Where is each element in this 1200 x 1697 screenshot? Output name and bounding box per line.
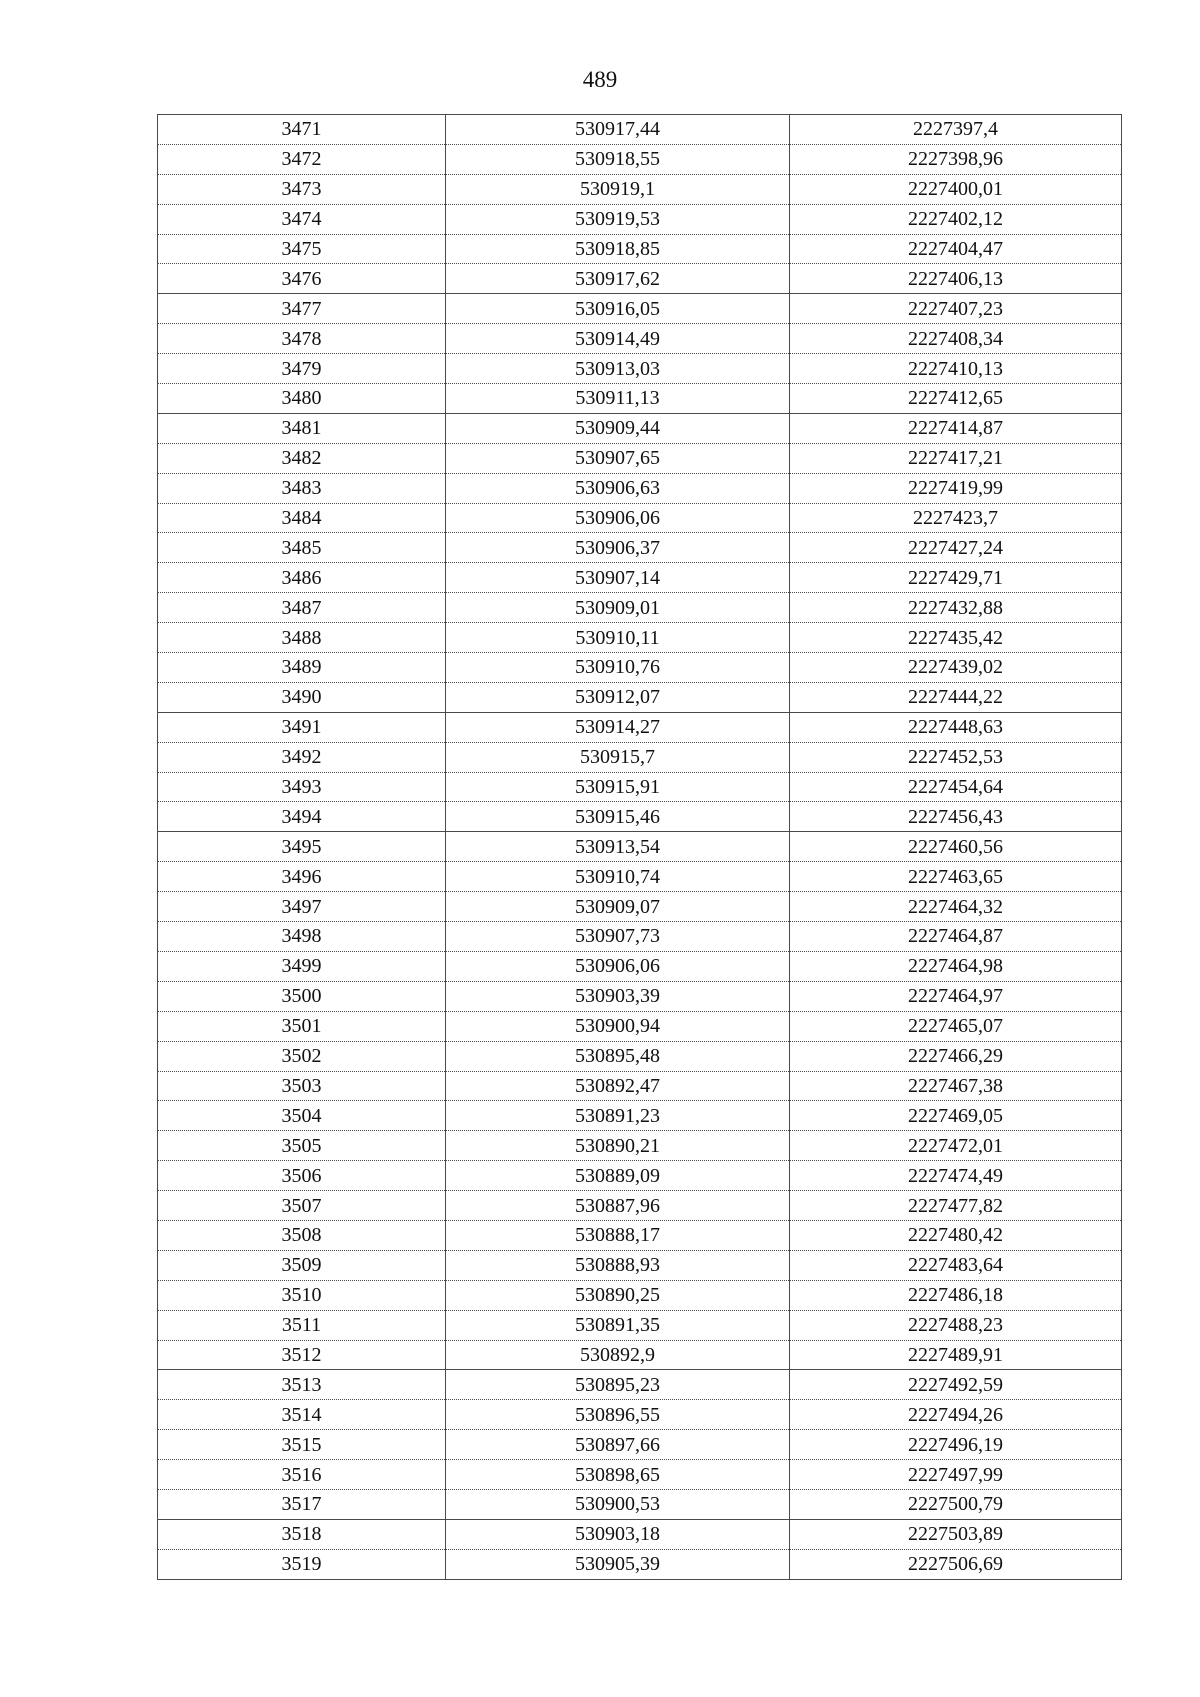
point-number-cell: 3485 — [158, 533, 446, 563]
point-number-cell: 3480 — [158, 384, 446, 414]
x-coordinate-cell: 530909,01 — [446, 593, 790, 623]
x-coordinate-cell: 530918,55 — [446, 144, 790, 174]
table-row — [158, 981, 1122, 1011]
point-number-cell: 3476 — [158, 264, 446, 294]
y-coordinate-cell: 2227432,88 — [790, 593, 1122, 623]
table-row — [158, 653, 1122, 683]
point-number-cell: 3475 — [158, 234, 446, 264]
x-coordinate-cell: 530914,27 — [446, 712, 790, 742]
table-row — [158, 712, 1122, 742]
point-number-cell: 3489 — [158, 653, 446, 683]
y-coordinate-cell: 2227486,18 — [790, 1280, 1122, 1310]
x-coordinate-cell: 530919,53 — [446, 204, 790, 234]
page-number: 489 — [582, 67, 618, 92]
point-number-cell: 3514 — [158, 1400, 446, 1430]
point-number-cell: 3495 — [158, 832, 446, 862]
x-coordinate-cell: 530892,47 — [446, 1071, 790, 1101]
point-number-cell: 3510 — [158, 1280, 446, 1310]
point-number-cell: 3494 — [158, 802, 446, 832]
point-number-cell: 3512 — [158, 1340, 446, 1370]
y-coordinate-cell: 2227464,87 — [790, 922, 1122, 952]
x-coordinate-cell: 530889,09 — [446, 1161, 790, 1191]
point-number-cell: 3473 — [158, 174, 446, 204]
x-coordinate-cell: 530906,06 — [446, 503, 790, 533]
y-coordinate-cell: 2227488,23 — [790, 1310, 1122, 1340]
x-coordinate-cell: 530890,25 — [446, 1280, 790, 1310]
y-coordinate-cell: 2227404,47 — [790, 234, 1122, 264]
x-coordinate-cell: 530910,74 — [446, 862, 790, 892]
x-coordinate-cell: 530898,65 — [446, 1460, 790, 1490]
x-coordinate-cell: 530906,37 — [446, 533, 790, 563]
y-coordinate-cell: 2227464,97 — [790, 981, 1122, 1011]
y-coordinate-cell: 2227402,12 — [790, 204, 1122, 234]
y-coordinate-cell: 2227460,56 — [790, 832, 1122, 862]
table-row — [158, 473, 1122, 503]
table-row — [158, 174, 1122, 204]
table-row — [158, 144, 1122, 174]
y-coordinate-cell: 2227417,21 — [790, 443, 1122, 473]
x-coordinate-cell: 530903,18 — [446, 1519, 790, 1549]
point-number-cell: 3474 — [158, 204, 446, 234]
point-number-cell: 3496 — [158, 862, 446, 892]
y-coordinate-cell: 2227472,01 — [790, 1131, 1122, 1161]
table-row — [158, 802, 1122, 832]
point-number-cell: 3478 — [158, 324, 446, 354]
y-coordinate-cell: 2227408,34 — [790, 324, 1122, 354]
table-row — [158, 832, 1122, 862]
table-row — [158, 1280, 1122, 1310]
point-number-cell: 3508 — [158, 1220, 446, 1250]
point-number-cell: 3488 — [158, 623, 446, 653]
table-row — [158, 324, 1122, 354]
table-row — [158, 234, 1122, 264]
y-coordinate-cell: 2227427,24 — [790, 533, 1122, 563]
point-number-cell: 3477 — [158, 294, 446, 324]
x-coordinate-cell: 530917,44 — [446, 115, 790, 145]
table-row — [158, 1250, 1122, 1280]
y-coordinate-cell: 2227452,53 — [790, 742, 1122, 772]
point-number-cell: 3484 — [158, 503, 446, 533]
table-row — [158, 354, 1122, 384]
point-number-cell: 3482 — [158, 443, 446, 473]
table-row — [158, 264, 1122, 294]
x-coordinate-cell: 530888,93 — [446, 1250, 790, 1280]
y-coordinate-cell: 2227406,13 — [790, 264, 1122, 294]
y-coordinate-cell: 2227456,43 — [790, 802, 1122, 832]
table-row — [158, 922, 1122, 952]
x-coordinate-cell: 530910,76 — [446, 653, 790, 683]
table-row — [158, 1430, 1122, 1460]
point-number-cell: 3487 — [158, 593, 446, 623]
table-row — [158, 1310, 1122, 1340]
x-coordinate-cell: 530897,66 — [446, 1430, 790, 1460]
table-row — [158, 623, 1122, 653]
table-row — [158, 1460, 1122, 1490]
point-number-cell: 3481 — [158, 413, 446, 443]
y-coordinate-cell: 2227414,87 — [790, 413, 1122, 443]
y-coordinate-cell: 2227412,65 — [790, 384, 1122, 414]
y-coordinate-cell: 2227492,59 — [790, 1370, 1122, 1400]
table-row — [158, 1191, 1122, 1221]
y-coordinate-cell: 2227397,4 — [790, 115, 1122, 145]
table-row — [158, 1549, 1122, 1579]
point-number-cell: 3500 — [158, 981, 446, 1011]
coordinates-table — [157, 114, 1122, 1580]
y-coordinate-cell: 2227423,7 — [790, 503, 1122, 533]
table-row — [158, 115, 1122, 145]
x-coordinate-cell: 530896,55 — [446, 1400, 790, 1430]
y-coordinate-cell: 2227477,82 — [790, 1191, 1122, 1221]
table-row — [158, 772, 1122, 802]
x-coordinate-cell: 530895,23 — [446, 1370, 790, 1400]
point-number-cell: 3471 — [158, 115, 446, 145]
y-coordinate-cell: 2227466,29 — [790, 1041, 1122, 1071]
table-row — [158, 1400, 1122, 1430]
x-coordinate-cell: 530907,65 — [446, 443, 790, 473]
table-row — [158, 294, 1122, 324]
x-coordinate-cell: 530913,03 — [446, 354, 790, 384]
point-number-cell: 3493 — [158, 772, 446, 802]
x-coordinate-cell: 530918,85 — [446, 234, 790, 264]
point-number-cell: 3499 — [158, 951, 446, 981]
x-coordinate-cell: 530919,1 — [446, 174, 790, 204]
table-row — [158, 204, 1122, 234]
y-coordinate-cell: 2227439,02 — [790, 653, 1122, 683]
table-row — [158, 892, 1122, 922]
x-coordinate-cell: 530909,44 — [446, 413, 790, 443]
point-number-cell: 3483 — [158, 473, 446, 503]
table-row — [158, 1161, 1122, 1191]
point-number-cell: 3516 — [158, 1460, 446, 1490]
x-coordinate-cell: 530910,11 — [446, 623, 790, 653]
table-row — [158, 1071, 1122, 1101]
y-coordinate-cell: 2227464,32 — [790, 892, 1122, 922]
point-number-cell: 3504 — [158, 1101, 446, 1131]
table-row — [158, 413, 1122, 443]
x-coordinate-cell: 530888,17 — [446, 1220, 790, 1250]
point-number-cell: 3497 — [158, 892, 446, 922]
y-coordinate-cell: 2227464,98 — [790, 951, 1122, 981]
table-row — [158, 951, 1122, 981]
point-number-cell: 3509 — [158, 1250, 446, 1280]
x-coordinate-cell: 530906,06 — [446, 951, 790, 981]
table-row — [158, 1011, 1122, 1041]
table-row — [158, 1131, 1122, 1161]
point-number-cell: 3472 — [158, 144, 446, 174]
point-number-cell: 3503 — [158, 1071, 446, 1101]
y-coordinate-cell: 2227489,91 — [790, 1340, 1122, 1370]
coordinates-table-body — [158, 115, 1122, 1580]
y-coordinate-cell: 2227469,05 — [790, 1101, 1122, 1131]
x-coordinate-cell: 530911,13 — [446, 384, 790, 414]
y-coordinate-cell: 2227467,38 — [790, 1071, 1122, 1101]
x-coordinate-cell: 530890,21 — [446, 1131, 790, 1161]
point-number-cell: 3513 — [158, 1370, 446, 1400]
x-coordinate-cell: 530892,9 — [446, 1340, 790, 1370]
y-coordinate-cell: 2227444,22 — [790, 682, 1122, 712]
point-number-cell: 3498 — [158, 922, 446, 952]
table-row — [158, 1041, 1122, 1071]
table-row — [158, 1489, 1122, 1519]
y-coordinate-cell: 2227435,42 — [790, 623, 1122, 653]
x-coordinate-cell: 530895,48 — [446, 1041, 790, 1071]
y-coordinate-cell: 2227500,79 — [790, 1489, 1122, 1519]
x-coordinate-cell: 530907,14 — [446, 563, 790, 593]
y-coordinate-cell: 2227465,07 — [790, 1011, 1122, 1041]
x-coordinate-cell: 530916,05 — [446, 294, 790, 324]
point-number-cell: 3505 — [158, 1131, 446, 1161]
table-row — [158, 443, 1122, 473]
y-coordinate-cell: 2227410,13 — [790, 354, 1122, 384]
point-number-cell: 3517 — [158, 1489, 446, 1519]
point-number-cell: 3515 — [158, 1430, 446, 1460]
table-row — [158, 742, 1122, 772]
x-coordinate-cell: 530891,35 — [446, 1310, 790, 1340]
y-coordinate-cell: 2227400,01 — [790, 174, 1122, 204]
x-coordinate-cell: 530915,7 — [446, 742, 790, 772]
x-coordinate-cell: 530915,46 — [446, 802, 790, 832]
y-coordinate-cell: 2227463,65 — [790, 862, 1122, 892]
y-coordinate-cell: 2227496,19 — [790, 1430, 1122, 1460]
x-coordinate-cell: 530909,07 — [446, 892, 790, 922]
x-coordinate-cell: 530906,63 — [446, 473, 790, 503]
table-row — [158, 503, 1122, 533]
table-row — [158, 593, 1122, 623]
point-number-cell: 3511 — [158, 1310, 446, 1340]
y-coordinate-cell: 2227506,69 — [790, 1549, 1122, 1579]
point-number-cell: 3501 — [158, 1011, 446, 1041]
table-row — [158, 1340, 1122, 1370]
x-coordinate-cell: 530905,39 — [446, 1549, 790, 1579]
y-coordinate-cell: 2227483,64 — [790, 1250, 1122, 1280]
point-number-cell: 3490 — [158, 682, 446, 712]
point-number-cell: 3518 — [158, 1519, 446, 1549]
table-row — [158, 1370, 1122, 1400]
table-row — [158, 862, 1122, 892]
x-coordinate-cell: 530913,54 — [446, 832, 790, 862]
x-coordinate-cell: 530891,23 — [446, 1101, 790, 1131]
x-coordinate-cell: 530900,53 — [446, 1489, 790, 1519]
x-coordinate-cell: 530912,07 — [446, 682, 790, 712]
x-coordinate-cell: 530917,62 — [446, 264, 790, 294]
y-coordinate-cell: 2227474,49 — [790, 1161, 1122, 1191]
x-coordinate-cell: 530887,96 — [446, 1191, 790, 1221]
point-number-cell: 3519 — [158, 1549, 446, 1579]
point-number-cell: 3492 — [158, 742, 446, 772]
y-coordinate-cell: 2227448,63 — [790, 712, 1122, 742]
x-coordinate-cell: 530903,39 — [446, 981, 790, 1011]
y-coordinate-cell: 2227407,23 — [790, 294, 1122, 324]
point-number-cell: 3479 — [158, 354, 446, 384]
table-row — [158, 533, 1122, 563]
point-number-cell: 3486 — [158, 563, 446, 593]
y-coordinate-cell: 2227398,96 — [790, 144, 1122, 174]
point-number-cell: 3507 — [158, 1191, 446, 1221]
table-row — [158, 1519, 1122, 1549]
table-row — [158, 1101, 1122, 1131]
y-coordinate-cell: 2227503,89 — [790, 1519, 1122, 1549]
x-coordinate-cell: 530914,49 — [446, 324, 790, 354]
point-number-cell: 3491 — [158, 712, 446, 742]
y-coordinate-cell: 2227494,26 — [790, 1400, 1122, 1430]
table-row — [158, 682, 1122, 712]
x-coordinate-cell: 530907,73 — [446, 922, 790, 952]
y-coordinate-cell: 2227497,99 — [790, 1460, 1122, 1490]
x-coordinate-cell: 530900,94 — [446, 1011, 790, 1041]
y-coordinate-cell: 2227429,71 — [790, 563, 1122, 593]
table-row — [158, 384, 1122, 414]
table-row — [158, 563, 1122, 593]
y-coordinate-cell: 2227480,42 — [790, 1220, 1122, 1250]
y-coordinate-cell: 2227419,99 — [790, 473, 1122, 503]
point-number-cell: 3506 — [158, 1161, 446, 1191]
y-coordinate-cell: 2227454,64 — [790, 772, 1122, 802]
x-coordinate-cell: 530915,91 — [446, 772, 790, 802]
point-number-cell: 3502 — [158, 1041, 446, 1071]
table-row — [158, 1220, 1122, 1250]
